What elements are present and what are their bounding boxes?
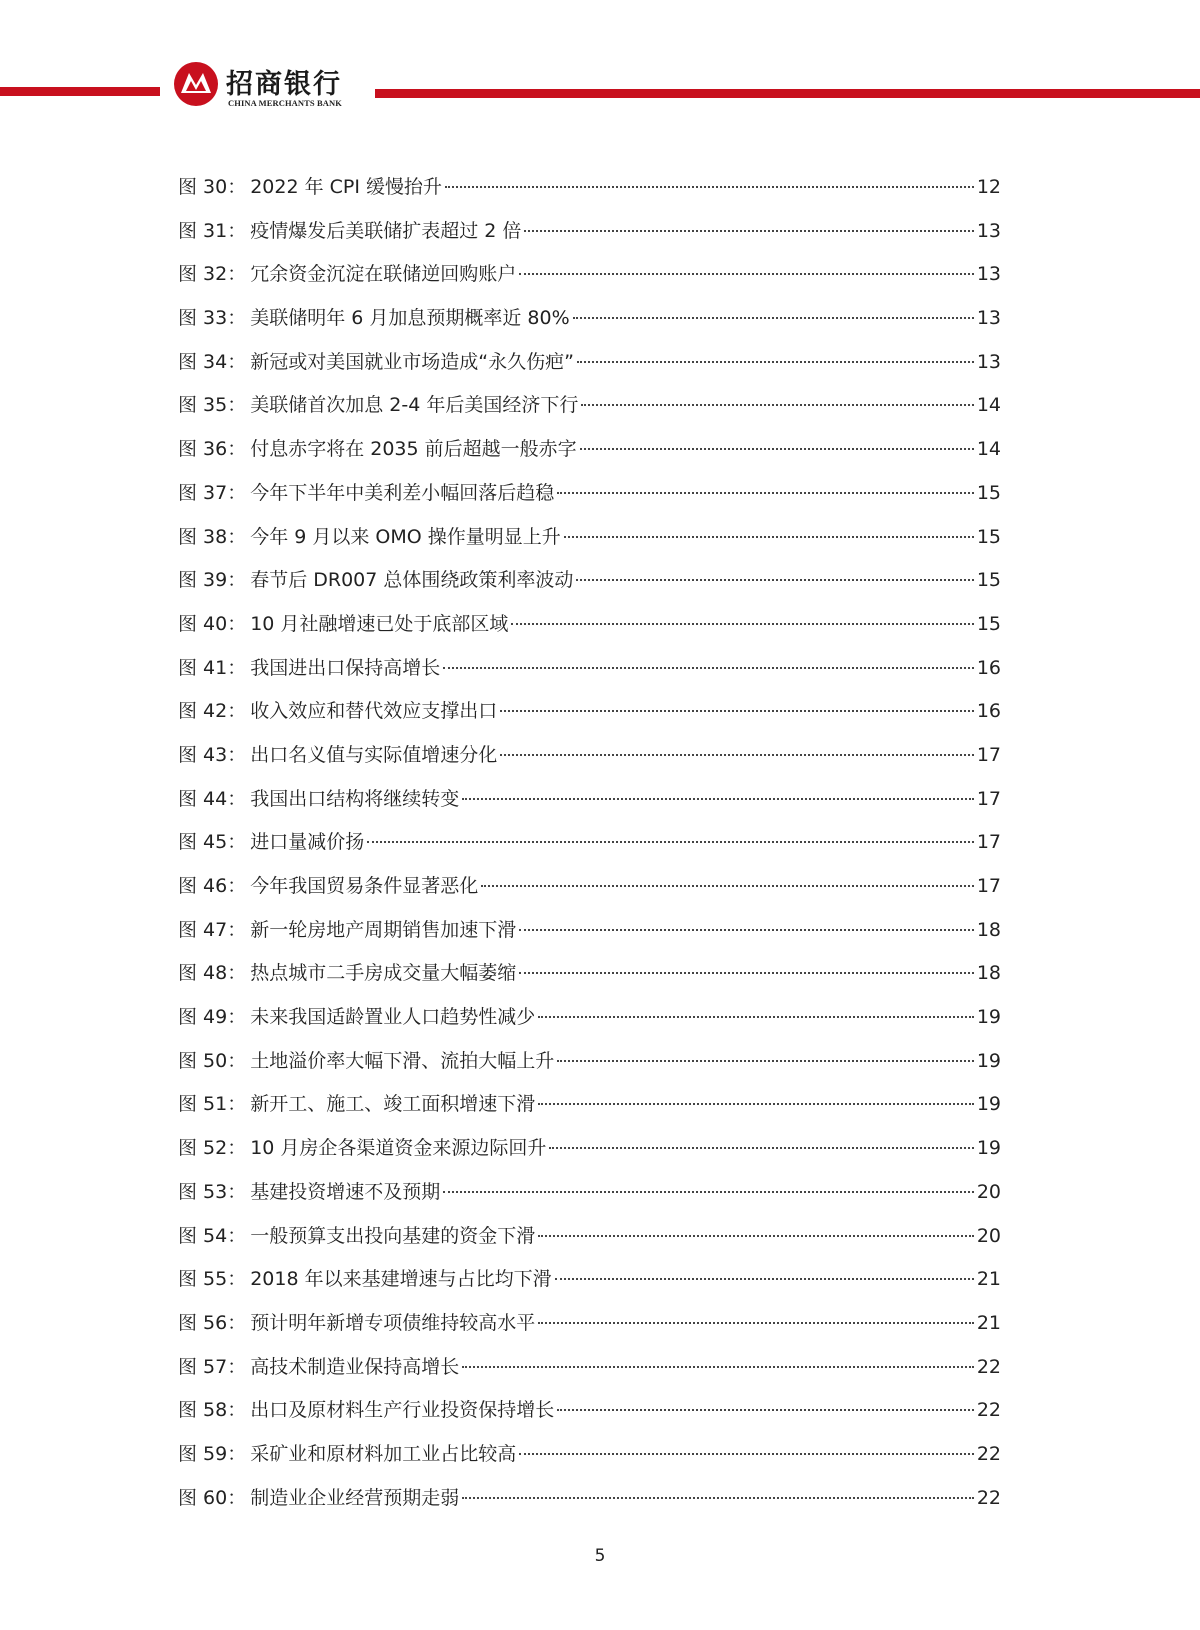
header-rule-left	[0, 87, 160, 96]
toc-dot-leader	[580, 448, 974, 450]
toc-entry-title: 2018 年以来基建增速与占比均下滑	[250, 1268, 552, 1291]
toc-entry-page: 20	[976, 1224, 1001, 1247]
toc-entry-title: 进口量减价扬	[250, 831, 365, 854]
toc-entry-page: 21	[976, 1311, 1001, 1334]
toc-entry-title: 出口名义值与实际值增速分化	[250, 743, 498, 766]
toc-dot-leader	[519, 273, 974, 275]
toc-entry[interactable]	[178, 388, 1001, 432]
toc-entry-title: 我国出口结构将继续转变	[250, 787, 460, 810]
toc-entry-label: 图 42：	[178, 700, 247, 723]
toc-entry[interactable]	[178, 1044, 1001, 1088]
toc-entry[interactable]	[178, 1437, 1001, 1481]
toc-entry[interactable]	[178, 257, 1001, 301]
toc-dot-leader	[445, 186, 974, 188]
toc-entry-title: 预计明年新增专项债维持较高水平	[250, 1311, 536, 1334]
logo-chinese-name: 招商银行	[226, 69, 342, 100]
toc-entry-title: 热点城市二手房成交量大幅萎缩	[250, 962, 517, 985]
page-header	[0, 0, 1200, 130]
toc-entry-page: 21	[976, 1268, 1001, 1291]
toc-entry-label: 图 58：	[178, 1399, 247, 1422]
toc-dot-leader	[481, 885, 974, 887]
toc-dot-leader	[557, 1060, 974, 1062]
toc-entry-title: 2022 年 CPI 缓慢抬升	[250, 176, 443, 198]
toc-entry-label: 图 53：	[178, 1180, 247, 1203]
toc-entry[interactable]	[178, 825, 1001, 869]
toc-entry-page: 19	[976, 1093, 1001, 1116]
toc-entry-page: 15	[976, 569, 1001, 592]
toc-entry[interactable]	[178, 1219, 1001, 1263]
toc-entry[interactable]	[178, 1393, 1001, 1437]
toc-entry-title: 高技术制造业保持高增长	[250, 1355, 460, 1378]
toc-entry-page: 13	[976, 307, 1001, 330]
toc-entry-page: 17	[976, 875, 1001, 897]
toc-dot-leader	[538, 1103, 974, 1105]
toc-entry-page: 15	[976, 481, 1001, 504]
toc-dot-leader	[524, 230, 973, 232]
toc-dot-leader	[573, 317, 974, 319]
toc-entry-label: 图 46：	[178, 875, 247, 897]
toc-entry-label: 图 60：	[178, 1486, 247, 1509]
toc-entry-title: 我国进出口保持高增长	[250, 656, 441, 679]
toc-entry-page: 17	[976, 831, 1001, 854]
toc-entry-page: 22	[976, 1486, 1001, 1509]
toc-dot-leader	[564, 536, 974, 538]
toc-dot-leader	[538, 1322, 974, 1324]
toc-entry[interactable]	[178, 563, 1001, 607]
toc-entry[interactable]	[178, 432, 1001, 476]
toc-entry-page: 14	[976, 438, 1001, 461]
toc-entry[interactable]	[178, 345, 1001, 389]
toc-dot-leader	[443, 667, 974, 669]
toc-dot-leader	[576, 579, 973, 581]
toc-entry-title: 今年下半年中美利差小幅回落后趋稳	[250, 481, 555, 504]
figure-list	[178, 170, 1001, 1524]
toc-entry-title: 一般预算支出投向基建的资金下滑	[250, 1224, 536, 1247]
toc-entry-title: 基建投资增速不及预期	[250, 1180, 441, 1203]
header-rule-right	[375, 89, 1200, 98]
toc-dot-leader	[538, 1016, 974, 1018]
toc-entry[interactable]	[178, 1000, 1001, 1044]
toc-entry-label: 图 59：	[178, 1442, 247, 1465]
toc-entry-page: 13	[976, 350, 1001, 373]
toc-entry-label: 图 54：	[178, 1224, 247, 1247]
toc-entry-label: 图 45：	[178, 831, 247, 854]
toc-entry-label: 图 32：	[178, 263, 247, 286]
toc-entry[interactable]	[178, 694, 1001, 738]
toc-dot-leader	[519, 972, 974, 974]
toc-entry-page: 14	[976, 394, 1001, 417]
toc-entry-label: 图 55：	[178, 1268, 247, 1291]
toc-entry[interactable]	[178, 913, 1001, 957]
toc-dot-leader	[577, 361, 974, 363]
toc-entry-label: 图 57：	[178, 1355, 247, 1378]
toc-entry-title: 付息赤字将在 2035 前后超越一般赤字	[250, 438, 577, 461]
toc-entry[interactable]	[178, 869, 1001, 913]
toc-entry-title: 新开工、施工、竣工面积增速下滑	[250, 1093, 536, 1116]
toc-entry-page: 15	[976, 612, 1001, 635]
toc-dot-leader	[549, 1147, 973, 1149]
toc-dot-leader	[581, 404, 973, 406]
toc-entry-label: 图 31：	[178, 219, 247, 242]
page-number: 5	[594, 1546, 606, 1566]
toc-entry-title: 制造业企业经营预期走弱	[250, 1486, 460, 1509]
toc-entry-label: 图 33：	[178, 307, 247, 330]
toc-entry-page: 22	[976, 1399, 1001, 1422]
toc-entry-page: 19	[976, 1006, 1001, 1029]
toc-dot-leader	[557, 1409, 974, 1411]
toc-entry-page: 15	[976, 525, 1001, 548]
toc-entry[interactable]	[178, 170, 1001, 214]
toc-entry-page: 17	[976, 787, 1001, 810]
toc-entry[interactable]	[178, 651, 1001, 695]
toc-entry[interactable]	[178, 738, 1001, 782]
toc-entry-title: 美联储首次加息 2-4 年后美国经济下行	[250, 394, 579, 417]
toc-entry-label: 图 50：	[178, 1049, 247, 1072]
bank-logo	[172, 60, 372, 116]
toc-entry-title: 今年我国贸易条件显著恶化	[250, 875, 479, 897]
toc-entry[interactable]	[178, 1481, 1001, 1525]
toc-entry-label: 图 51：	[178, 1093, 247, 1116]
toc-entry-label: 图 39：	[178, 569, 247, 592]
cmb-logo-icon	[172, 60, 220, 108]
logo-english-name: CHINA MERCHANTS BANK	[228, 98, 342, 108]
toc-entry-page: 13	[976, 219, 1001, 242]
toc-entry-page: 22	[976, 1355, 1001, 1378]
toc-entry-title: 春节后 DR007 总体围绕政策利率波动	[250, 569, 574, 592]
toc-dot-leader	[519, 929, 974, 931]
toc-dot-leader	[443, 1191, 974, 1193]
toc-entry[interactable]	[178, 956, 1001, 1000]
toc-entry[interactable]	[178, 1262, 1001, 1306]
toc-entry-page: 16	[976, 656, 1001, 679]
toc-entry-title: 冗余资金沉淀在联储逆回购账户	[250, 263, 517, 286]
toc-dot-leader	[555, 1278, 974, 1280]
toc-dot-leader	[462, 798, 974, 800]
toc-entry-page: 13	[976, 263, 1001, 286]
toc-entry-label: 图 48：	[178, 962, 247, 985]
toc-entry-title: 收入效应和替代效应支撑出口	[250, 700, 498, 723]
toc-entry-page: 19	[976, 1049, 1001, 1072]
toc-dot-leader	[519, 1453, 974, 1455]
toc-entry-title: 疫情爆发后美联储扩表超过 2 倍	[250, 219, 522, 242]
toc-dot-leader	[500, 754, 974, 756]
toc-entry-label: 图 38：	[178, 525, 247, 548]
toc-entry[interactable]	[178, 782, 1001, 826]
toc-entry-title: 新一轮房地产周期销售加速下滑	[250, 918, 517, 941]
toc-entry-title: 未来我国适龄置业人口趋势性减少	[250, 1006, 536, 1029]
toc-entry-page: 19	[976, 1137, 1001, 1160]
toc-entry-page: 22	[976, 1442, 1001, 1465]
toc-entry[interactable]	[178, 1087, 1001, 1131]
toc-entry-title: 10 月社融增速已处于底部区域	[250, 612, 509, 635]
toc-entry-label: 图 56：	[178, 1311, 247, 1334]
toc-entry-label: 图 47：	[178, 918, 247, 941]
toc-entry[interactable]	[178, 607, 1001, 651]
toc-entry-title: 今年 9 月以来 OMO 操作量明显上升	[250, 525, 561, 548]
toc-entry-title: 出口及原材料生产行业投资保持增长	[250, 1399, 555, 1422]
toc-entry-page: 17	[976, 743, 1001, 766]
toc-entry-label: 图 37：	[178, 481, 247, 504]
toc-entry-label: 图 49：	[178, 1006, 247, 1029]
toc-dot-leader	[462, 1366, 974, 1368]
toc-entry-title: 采矿业和原材料加工业占比较高	[250, 1442, 517, 1465]
toc-dot-leader	[367, 841, 974, 843]
toc-entry-label: 图 34：	[178, 350, 247, 373]
toc-dot-leader	[538, 1235, 974, 1237]
toc-entry-label: 图 30：	[178, 176, 247, 198]
toc-entry-page: 18	[976, 962, 1001, 985]
toc-entry-label: 图 44：	[178, 787, 247, 810]
toc-entry-page: 12	[976, 176, 1001, 198]
toc-entry-title: 新冠或对美国就业市场造成“永久伤疤”	[250, 350, 574, 373]
toc-entry-title: 土地溢价率大幅下滑、流拍大幅上升	[250, 1049, 555, 1072]
toc-entry[interactable]	[178, 476, 1001, 520]
toc-entry-title: 美联储明年 6 月加息预期概率近 80%	[250, 307, 570, 330]
toc-entry[interactable]	[178, 520, 1001, 564]
toc-entry[interactable]	[178, 214, 1001, 258]
toc-entry[interactable]	[178, 1306, 1001, 1350]
toc-dot-leader	[500, 710, 974, 712]
toc-entry[interactable]	[178, 301, 1001, 345]
toc-entry-label: 图 43：	[178, 743, 247, 766]
toc-entry[interactable]	[178, 1350, 1001, 1394]
toc-entry-title: 10 月房企各渠道资金来源边际回升	[250, 1137, 547, 1160]
toc-entry-label: 图 36：	[178, 438, 247, 461]
toc-dot-leader	[557, 492, 974, 494]
toc-dot-leader	[462, 1497, 974, 1499]
toc-entry-label: 图 40：	[178, 612, 247, 635]
toc-entry-label: 图 35：	[178, 394, 247, 417]
toc-entry[interactable]	[178, 1131, 1001, 1175]
toc-entry-page: 16	[976, 700, 1001, 723]
toc-entry-page: 18	[976, 918, 1001, 941]
toc-entry[interactable]	[178, 1175, 1001, 1219]
toc-entry-label: 图 52：	[178, 1137, 247, 1160]
toc-entry-page: 20	[976, 1180, 1001, 1203]
toc-dot-leader	[511, 623, 973, 625]
toc-entry-label: 图 41：	[178, 656, 247, 679]
